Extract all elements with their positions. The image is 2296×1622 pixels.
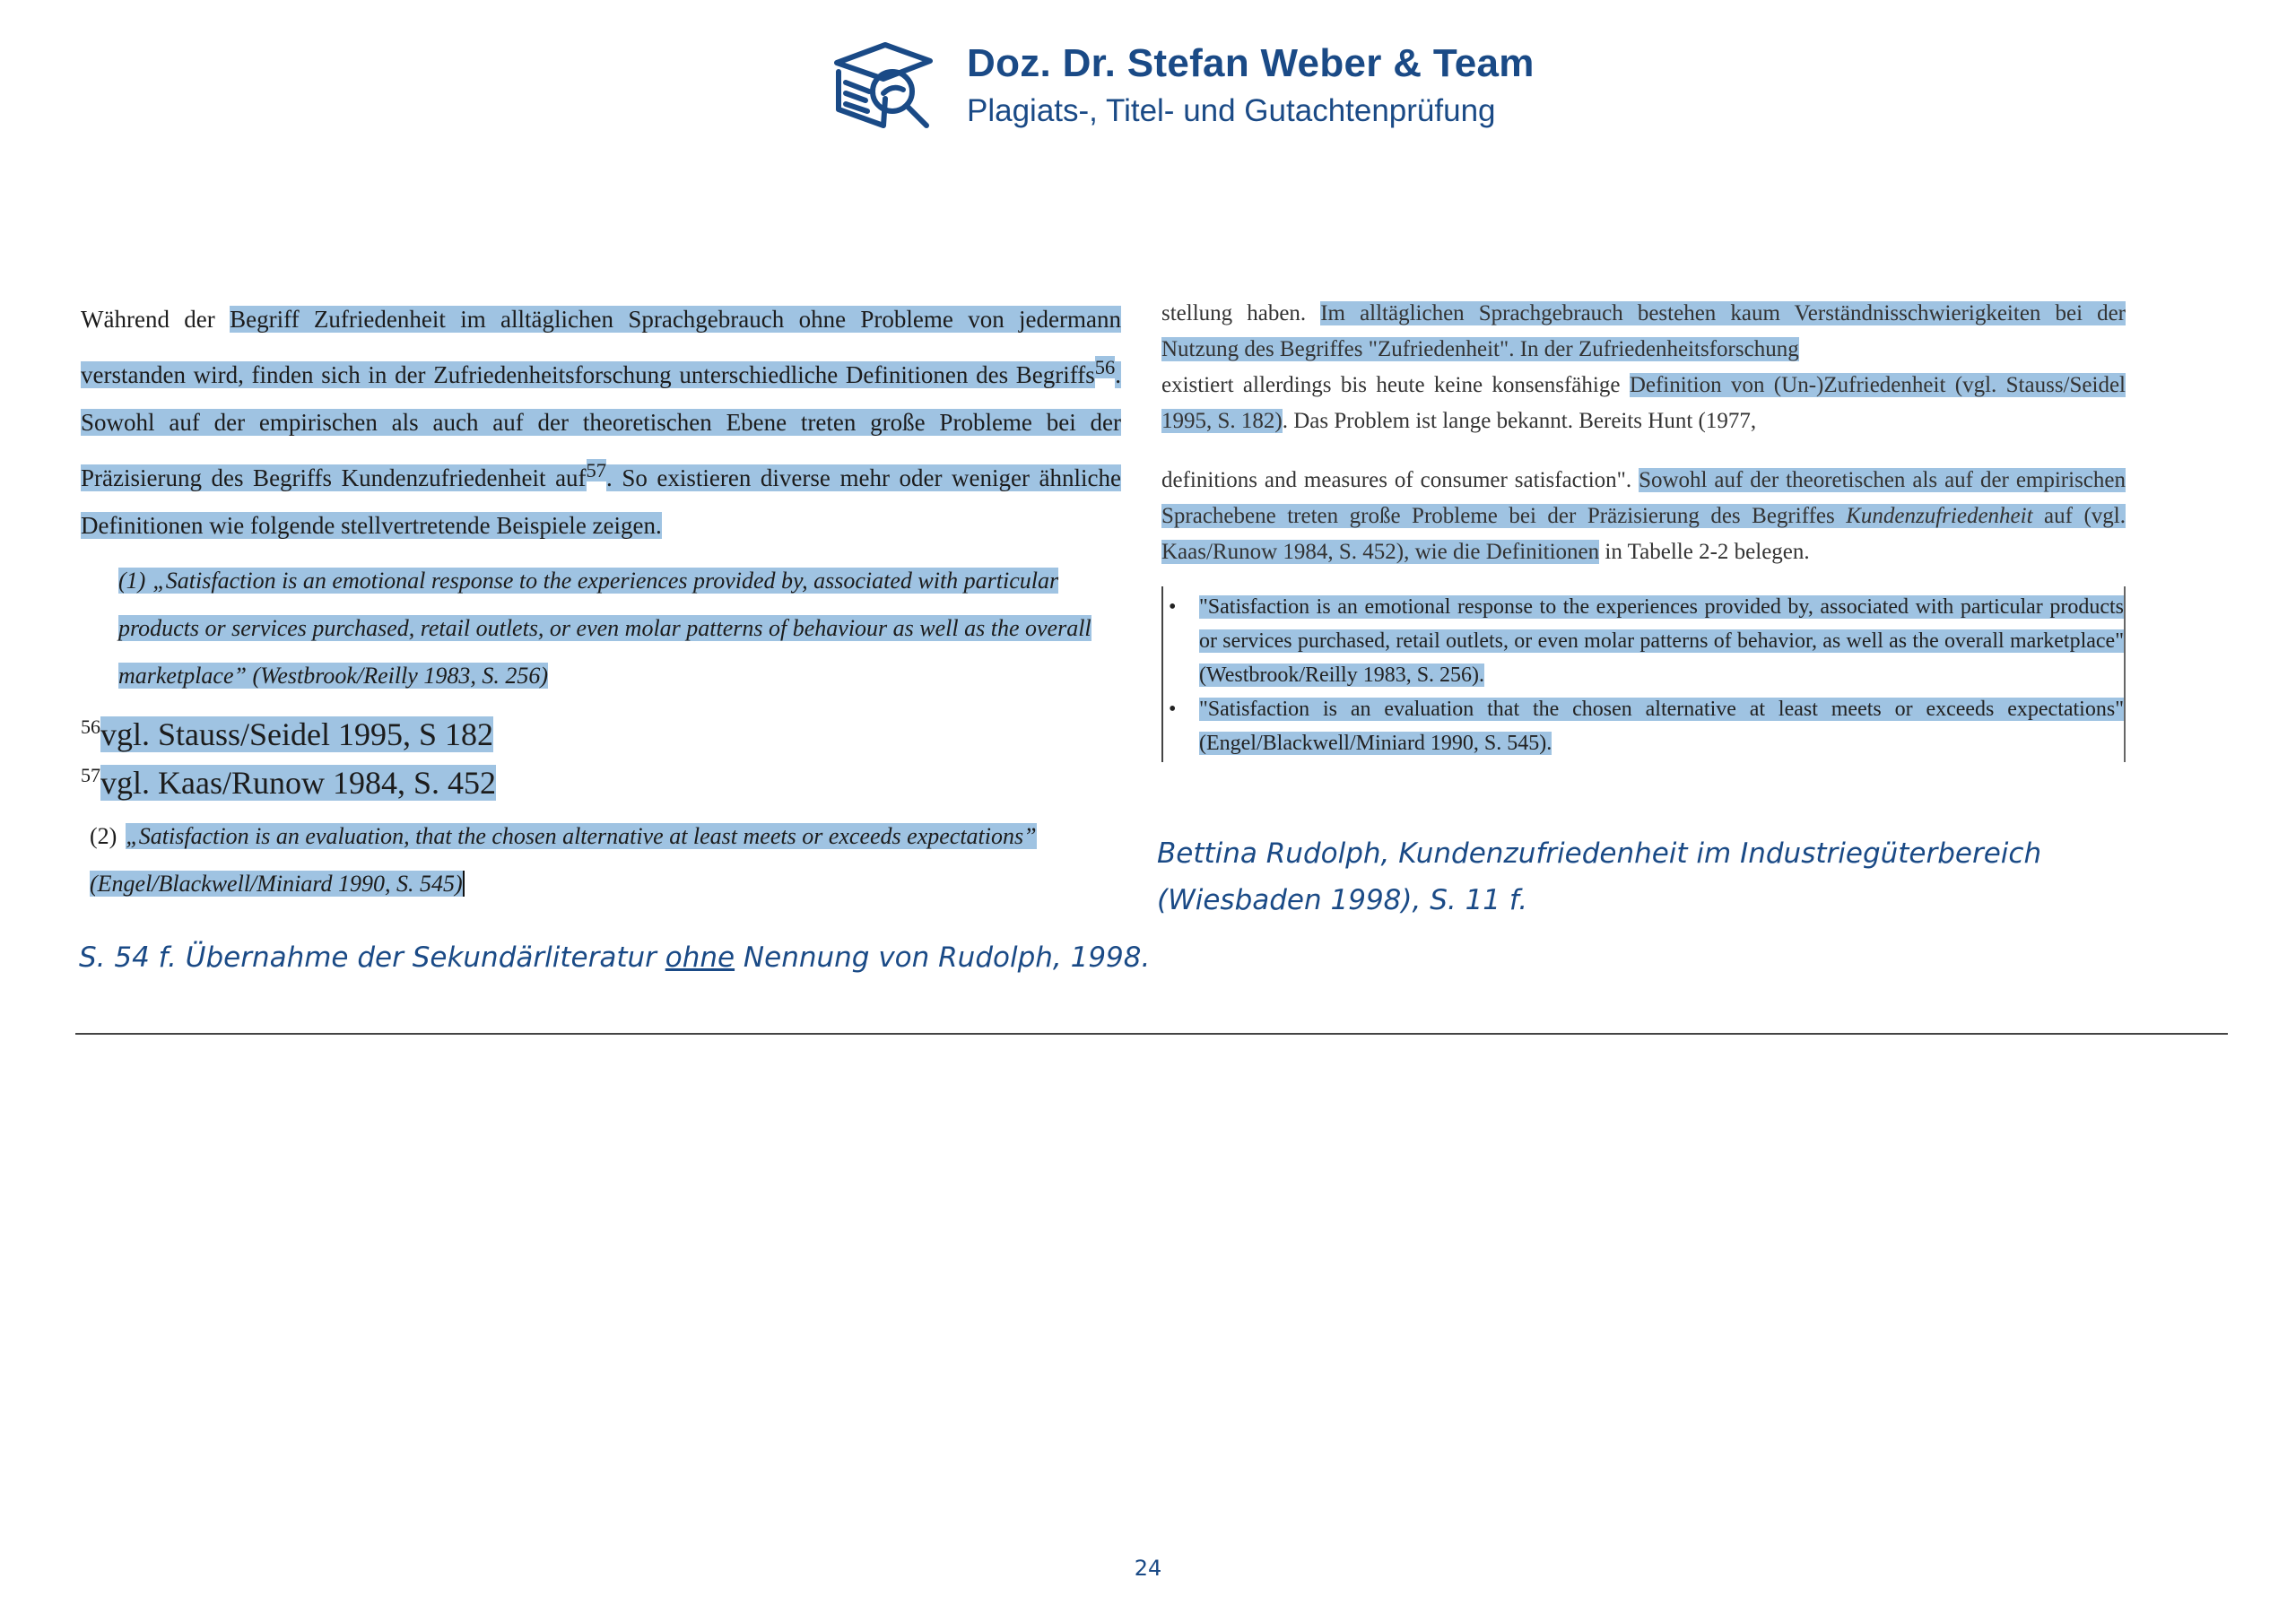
quote-text: „Satisfaction is an evaluation, that the chosen alternative at least meets or exceeds expectations” (Engel/Blackwell/Miniard 1990, S. 545) xyxy=(90,823,1037,897)
right-paragraph-3: definitions and measures of consumer satisfaction". Sowohl auf der theoretischen als auf der empirischen Sprachebene treten große Probleme bei der Präzisierung des Begriffes Kundenzufriedenheit auf (vgl. Kaas/Runow 1984, S. 452), wie die Definitionen in Tabelle 2-2 belegen. xyxy=(1161,468,2126,564)
highlight: . Sowohl auf der empirischen als auch auf der theoretischen Ebene treten große Probleme bei der Präzisierung des Begriffs Kundenzufriedenheit auf xyxy=(81,361,1121,491)
highlight: auf (vgl. Kaas/Runow 1984, S. 452), wie die Definitionen xyxy=(1161,504,2126,564)
footnote-ref: 56 xyxy=(1094,356,1116,378)
left-paragraph: Während der Begriff Zufriedenheit im alltäglichen Sprachgebrauch ohne Probleme von jedermann verstanden wird, finden sich in der Zufriedenheitsforschung unterschiedliche Definitionen des Begriffs$^{56}$. Sowohl auf der empirischen als auch auf der theoretischen Ebene treten große Probleme bei der Präzisierung des Begriffs Kundenzufriedenheit auf$^{57}$. So existieren diverse mehr oder weniger ähnliche Definitionen wie folgende stellvertretende Beispiele zeigen. xyxy=(81,306,1122,539)
right-paragraph-1: stellung haben. Im alltäglichen Sprachgebrauch bestehen kaum Verständnisschwierigkeiten bei der Nutzung des Begriffes "Zufriedenheit". In der Zufriedenheitsforschung xyxy=(1161,301,2126,361)
bullet-icon: • xyxy=(1169,595,1177,619)
right-caption: Bettina Rudolph, Kundenzufriedenheit im Industriegüterbereich (Wiesbaden 1998), S. 11 f. xyxy=(1157,837,2042,916)
left-caption: S. 54 f. Übernahme der Sekundärliteratur ohne Nennung von Rudolph, 1998. xyxy=(79,941,1151,974)
highlight: Definition von (Un-)Zufriedenheit (vgl. Stauss/Seidel 1995, S. 182) xyxy=(1161,373,2126,433)
logo-book-magnifier-icon xyxy=(830,36,937,134)
highlight: Im alltäglichen Sprachgebrauch bestehen kaum Verständnisschwierigkeiten bei der Nutzung des Begriffes "Zufriedenheit". In der Zufriedenheitsforschung xyxy=(1161,301,2126,361)
list-item: • "Satisfaction is an emotional response to the experiences provided by, associated with particular products or services purchased, retail outlets, or even molar patterns of behavior, as well as the overall marketplace" (Westbrook/Reilly 1983, S. 256). xyxy=(1163,590,2124,692)
brand-subtitle: Plagiats-, Titel- und Gutachtenprüfung xyxy=(967,93,1496,128)
right-paragraph-2: existiert allerdings bis heute keine konsensfähige Definition von (Un-)Zufriedenheit (vgl. Stauss/Seidel 1995, S. 182). Das Problem ist lange bekannt. Bereits Hunt (1977, xyxy=(1161,373,2126,433)
emphasis-ohne: ohne xyxy=(665,941,735,974)
highlight: Kundenzufriedenheit xyxy=(1846,504,2033,528)
bullet-icon: • xyxy=(1169,698,1177,721)
left-quote-2 xyxy=(90,812,1121,907)
highlight: . So existieren diverse mehr oder weniger ähnliche Definitionen wie folgende stellvertretende Beispiele zeigen. xyxy=(81,464,1121,539)
footnote-57: $^{57}$vgl. Kaas/Runow 1984, S. 452 xyxy=(81,764,496,801)
highlight: Sowohl auf der theoretischen als auf der empirischen Sprachebene treten große Probleme bei der Präzisierung des Begriffes xyxy=(1161,468,2126,528)
page-number: 24 xyxy=(1134,1556,1162,1581)
footnote-ref: 57 xyxy=(586,459,607,481)
quote-number: (2) xyxy=(90,823,117,849)
list-item: • "Satisfaction is an evaluation that the chosen alternative at least meets or exceeds expectations" (Engel/Blackwell/Miniard 1990, S. 545). xyxy=(1163,692,2124,760)
divider xyxy=(75,1033,2228,1035)
highlight: Begriff Zufriedenheit im alltäglichen Sprachgebrauch ohne Probleme von jedermann verstanden wird, finden sich in der Zufriedenheitsforschung unterschiedliche Definitionen des Begriffs xyxy=(81,306,1122,388)
left-document-excerpt xyxy=(81,296,1121,932)
left-quote-1 xyxy=(118,557,1121,699)
brand-title: Doz. Dr. Stefan Weber & Team xyxy=(967,41,1535,85)
footnote-56: $^{56}$vgl. Stauss/Seidel 1995, S 182 xyxy=(81,716,494,752)
definitions-list xyxy=(1161,586,2126,762)
footnotes xyxy=(81,707,1121,803)
right-document-excerpt xyxy=(1161,296,2126,811)
quote-number: (1) xyxy=(118,568,146,594)
quote-text: „Satisfaction is an emotional response to the experiences provided by, associated with particular products or services purchased, retail outlets, or even molar patterns of behaviour as well as the overall marketplace” (Westbrook/Reilly 1983, S. 256) xyxy=(118,568,1091,689)
